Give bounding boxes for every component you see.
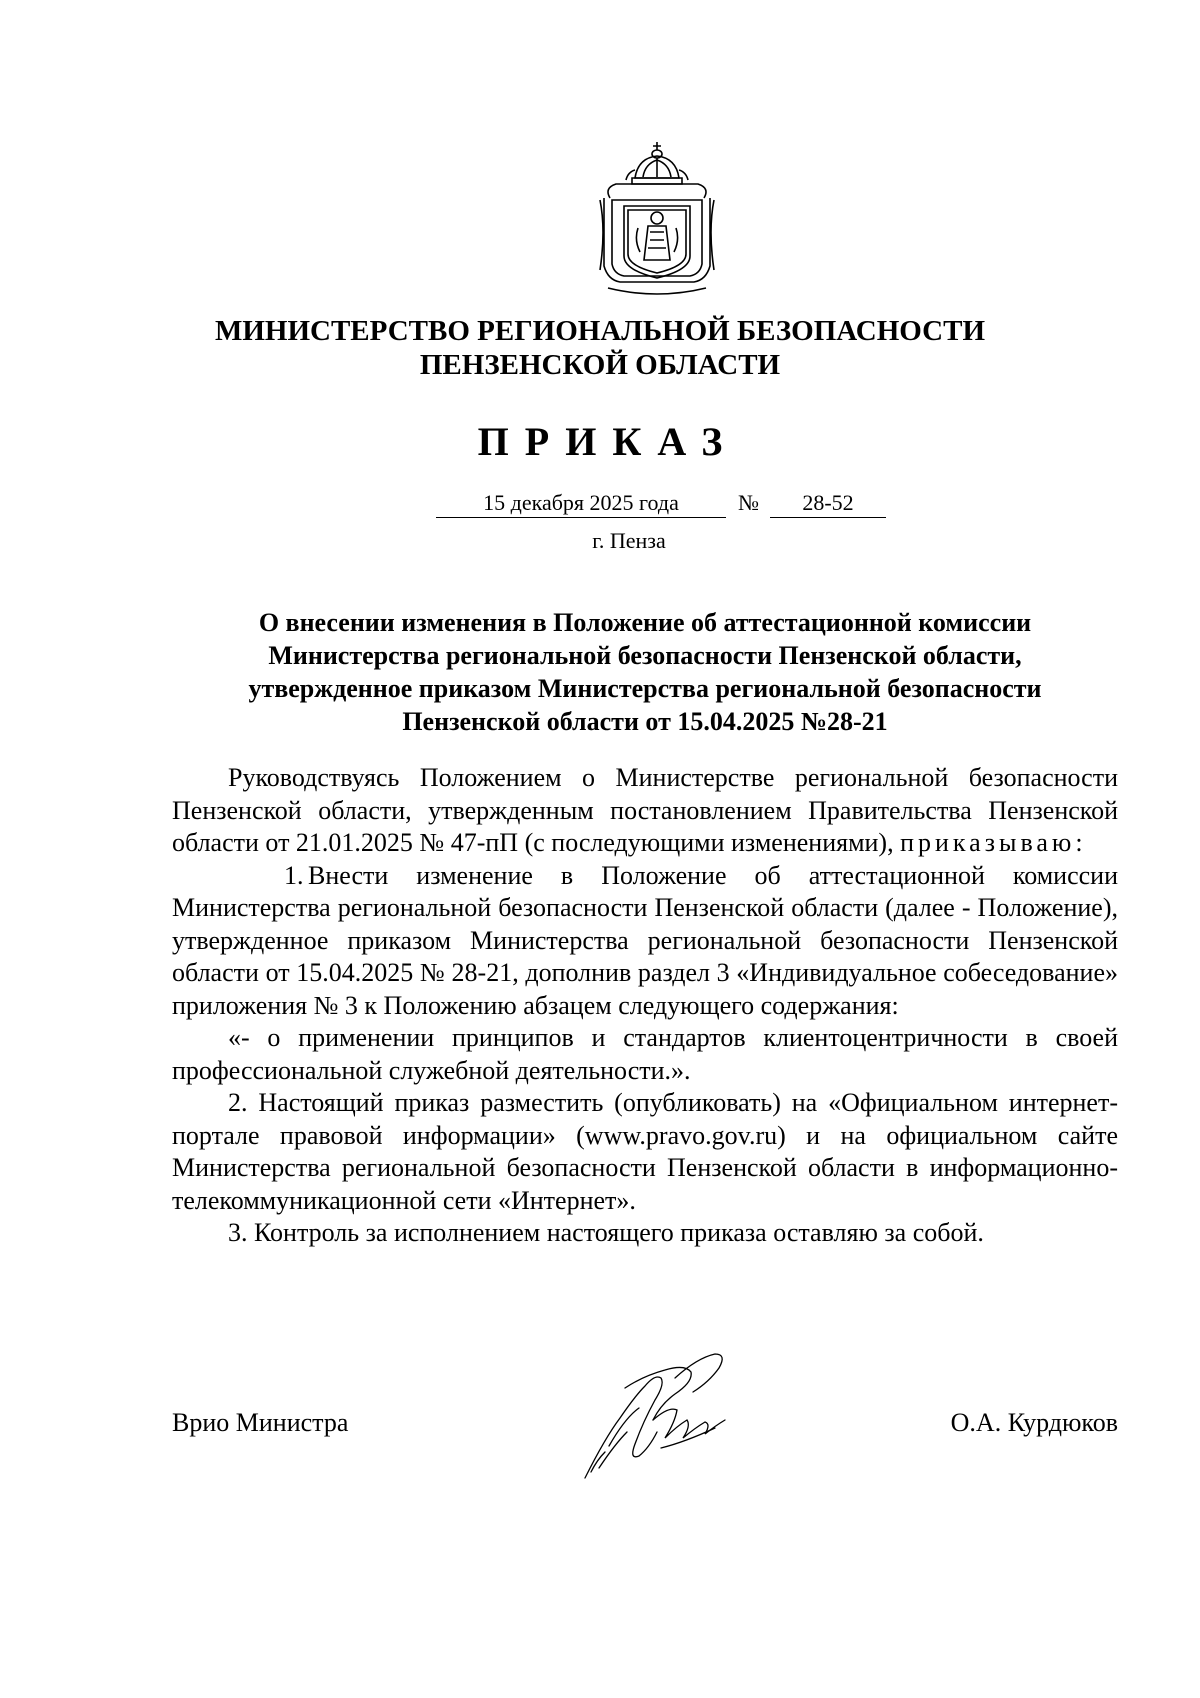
document-title (172, 606, 1118, 738)
city: г. Пенза (592, 528, 666, 553)
preamble-paragraph (172, 762, 1118, 860)
penza-coat-of-arms-icon (598, 140, 716, 296)
document-number: 28-52 (770, 489, 886, 518)
item-1-number: 1. (284, 860, 304, 890)
document-date: 15 декабря 2025 года (436, 489, 726, 518)
signatory-name: О.А. Курдюков (950, 1408, 1118, 1437)
org-name-line-2: ПЕНЗЕНСКОЙ ОБЛАСТИ (419, 349, 781, 381)
order-word: приказываю: (900, 828, 1087, 857)
quote-paragraph: «- о применении принципов и стандартов клиентоцентричности в своей профессиональной служебной деятельности.». (172, 1023, 1118, 1085)
item-1-paragraph (172, 860, 1118, 1023)
document-kind: ПРИКАЗ (477, 419, 739, 464)
item-3-paragraph: 3. Контроль за исполнением настоящего приказа оставляю за собой. (228, 1218, 984, 1247)
number-sign: № (738, 490, 759, 515)
item-1-text: Внести изменение в Положение об аттестационной комиссии Министерства региональной безопасности Пензенской области (далее - Положение), утвержденное приказом Министерства региональной безопасности Пензенской области от 15.04.2025 № 28-21, дополнив раздел 3 «Индивидуальное собеседование» приложения № 3 к Положению абзацем следующего содержания: (172, 860, 1118, 1020)
title-line: Министерства региональной безопасности Пензенской области, (268, 641, 1022, 670)
signatory-role: Врио Министра (172, 1408, 349, 1437)
document-body (172, 762, 1118, 1250)
item-2-paragraph: 2. Настоящий приказ разместить (опубликовать) на «Официальном интернет-портале правовой информации» (www.pravo.gov.ru) и на официальном сайте Министерства региональной безопасности Пензенской области в информационно-телекоммуникационной сети «Интернет». (172, 1088, 1118, 1215)
handwritten-signature-icon (565, 1348, 740, 1488)
title-line: Пензенской области от 15.04.2025 №28-21 (402, 707, 888, 736)
title-line: утвержденное приказом Министерства региональной безопасности (248, 674, 1042, 703)
preamble-text: Руководствуясь Положением о Министерстве региональной безопасности Пензенской области, утвержденным постановлением Правительства Пензенской области от 21.01.2025 № 47-пП (с последующими изменениями), (172, 763, 1118, 857)
title-line: О внесении изменения в Положение об аттестационной комиссии (258, 608, 1032, 637)
org-name-line-1: МИНИСТЕРСТВО РЕГИОНАЛЬНОЙ БЕЗОПАСНОСТИ (214, 315, 986, 347)
